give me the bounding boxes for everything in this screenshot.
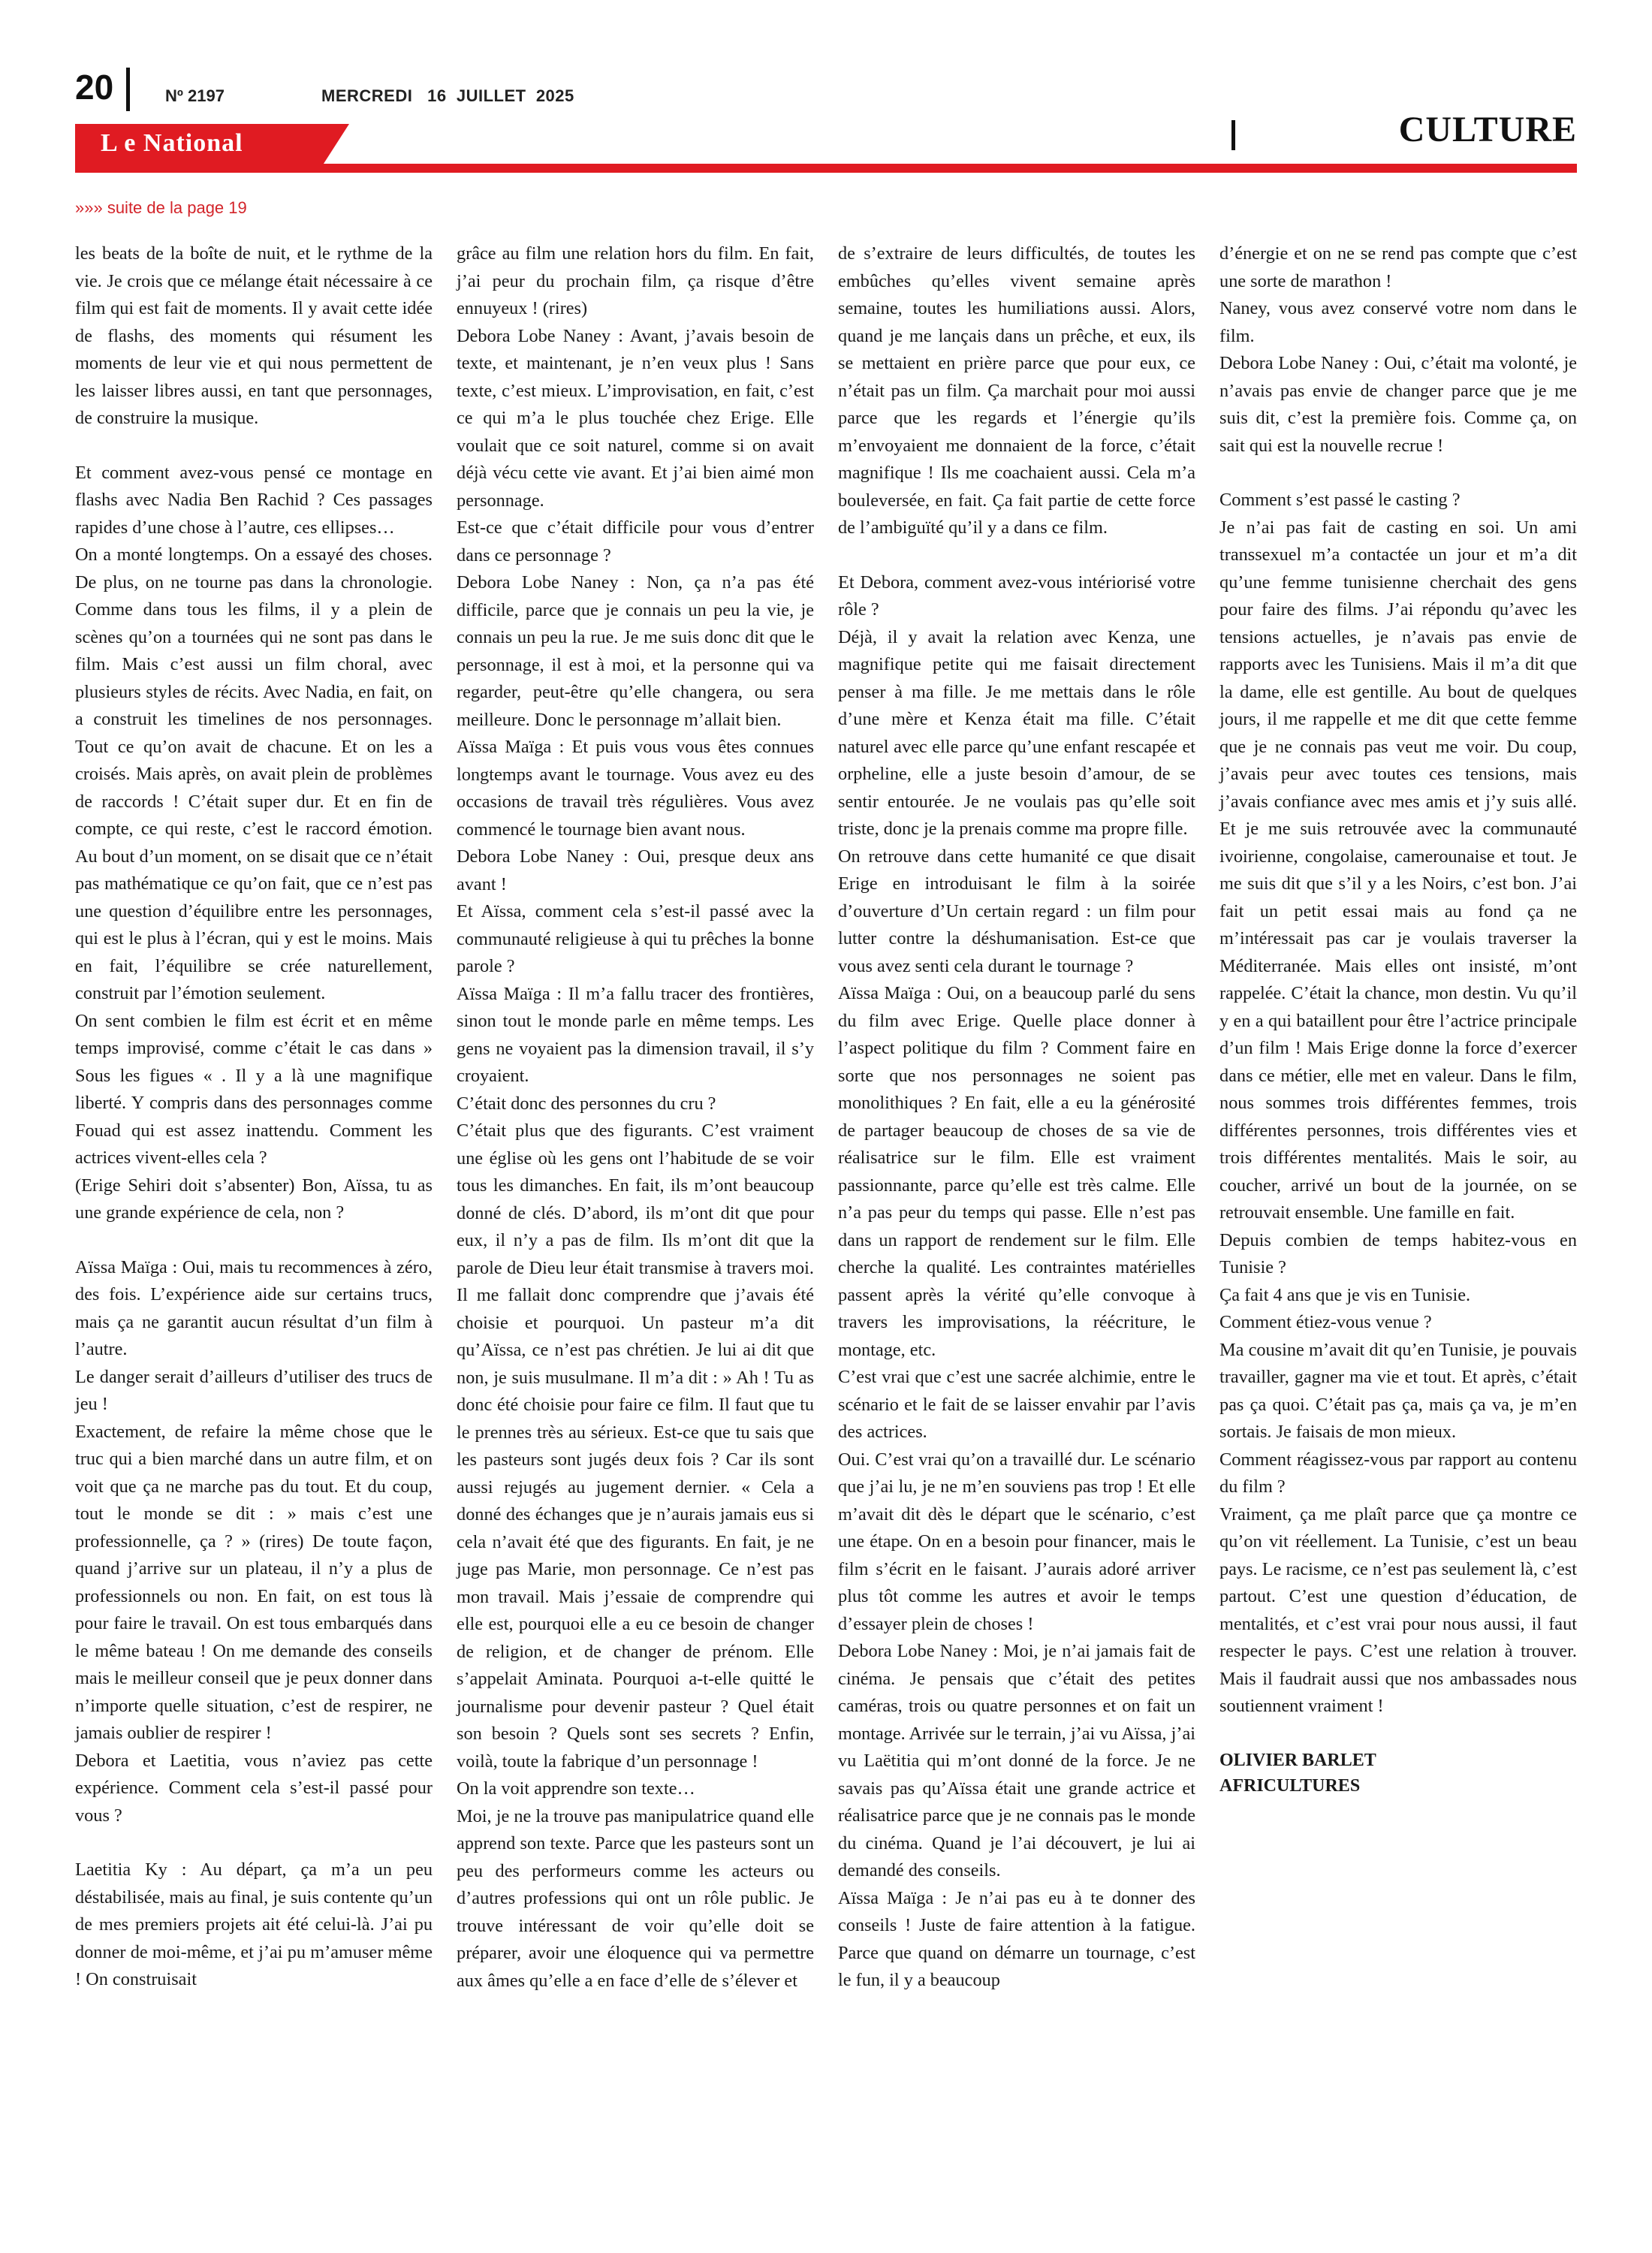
- brand-band: [75, 124, 1577, 175]
- page-number: 20: [75, 68, 114, 107]
- column-3: [838, 240, 1195, 1995]
- paragraph: Laetitia Ky : Au départ, ça m’a un peu déstabilisée, mais au final, je suis contente qu’un de mes premiers projets ait été celui-là. J’ai pu donner de moi-même, et j’ai pu m’amuser même ! On construisait: [75, 1859, 433, 1989]
- page-number-divider: [126, 68, 130, 111]
- article-body: [75, 240, 1577, 2245]
- question: Le danger serait d’ailleurs d’utiliser des trucs de jeu !: [75, 1366, 433, 1414]
- section-title: CULTURE: [1398, 110, 1577, 149]
- author-name: OLIVIER BARLET: [1219, 1750, 1376, 1770]
- paragraph: Ma cousine m’avait dit qu’en Tunisie, je pouvais travailler, gagner ma vie et tout. Et après, c’était pas ça quoi. C’était pas ça, mais ça va, je m’en sortais. Je faisais de mon mieux.: [1219, 1339, 1577, 1442]
- question: Depuis combien de temps habitez-vous en Tunisie ?: [1219, 1229, 1577, 1277]
- paragraph: Aïssa Maïga : Je n’ai pas eu à te donner des conseils ! Juste de faire attention à la fatigue. Parce que quand on démarre un tournage, c’est le fun, il y a beaucoup: [838, 1887, 1195, 1990]
- question: Et comment avez-vous pensé ce montage en flashs avec Nadia Ben Rachid ? Ces passages rapides d’une chose à l’autre, ces ellipses…: [75, 462, 433, 538]
- question: Est-ce que c’était difficile pour vous d’entrer dans ce personnage ?: [457, 517, 814, 566]
- paragraph: Aïssa Maïga : Et puis vous vous êtes connues longtemps avant le tournage. Vous avez eu des occasions de travail très régulières. Vous avez commencé le tournage bien avant nous.: [457, 737, 814, 840]
- question: Debora et Laetitia, vous n’aviez pas cette expérience. Comment cela s’est-il passé pour vous ?: [75, 1750, 433, 1826]
- paragraph: Oui. C’est vrai qu’on a travaillé dur. Le scénario que j’ai lu, je ne m’en souviens pas trop ! Et elle m’avait dit dès le départ que le scénario, c’est une étape. On en a besoin pour financer, mais le film s’écrit en le faisant. J’aurais adoré arriver plus tôt comme les autres et avoir le temps d’essayer plein de choses !: [838, 1449, 1195, 1634]
- column-4: [1219, 240, 1577, 1799]
- question: Et Debora, comment avez-vous intériorisé votre rôle ?: [838, 572, 1195, 620]
- paragraph: Debora Lobe Naney : Avant, j’avais besoin de texte, et maintenant, je n’en veux plus ! Sans texte, c’est mieux. L’improvisation, en fait, c’est ce qui m’a le plus touchée chez Erige. Elle voulait que ce soit naturel, comme si on avait déjà vécu cette vie avant. Et j’ai bien aimé mon personnage.: [457, 325, 814, 511]
- paragraph: Je n’ai pas fait de casting en soi. Un ami transsexuel m’a contactée un jour et m’a dit qu’une femme tunisienne cherchait des gens pour faire des films. J’ai répondu qu’avec les tensions actuelles, je n’avais pas envie de rapports avec les Tunisiens. Mais il m’a dit que la dame, elle est gentille. Au bout de quelques jours, il me rappelle et me dit que cette femme que je ne connais pas veut me voir. Du coup, j’avais peur avec toutes ces tensions, mais j’avais confiance avec mes amis et j’y suis allé. Et je me suis retrouvée avec la communauté ivoirienne, congolaise, camerounaise et tout. Je me suis dit que s’il y a les Noirs, c’est bon. J’ai fait un petit essai mais au fond ça ne m’intéressait pas car je voulais traverser la Méditerranée. Mais elles ont insisté, m’ont rappelée. C’était la chance, mon destin. Vu qu’il y en a qui bataillent pour être l’actrice principale d’un film ! Mais Erige donne la force d’exercer dans ce métier, elle met en valeur. Dans le film, nous sommes trois différentes femmes, trois différentes personnes, trois différentes vies et trois différentes mentalités. Mais le soir, au coucher, arrivé un bout de la journée, on se retrouvait ensemble. Une famille en fait.: [1219, 517, 1577, 1223]
- paragraph: Aïssa Maïga : Oui, on a beaucoup parlé du sens du film avec Erige. Quelle place donner à l’aspect politique du film ? Comment faire en sorte que nos personnages ne soient pas monolithiques ? En fait, elle a eu la générosité de partager beaucoup de choses de sa vie de réalisatrice sur le film. Elle est vraiment passionnante, parce qu’elle est très calme. Elle n’a pas peur du temps qui passe. Elle n’est pas dans un rapport de rendement sur le film. Elle cherche la qualité. Les contraintes matérielles passent après la vérité qu’elle convoque à travers les improvisations, la réécriture, le montage, etc.: [838, 983, 1195, 1360]
- question: Naney, vous avez conservé votre nom dans le film.: [1219, 298, 1577, 346]
- paragraph: Aïssa Maïga : Oui, mais tu recommences à zéro, des fois. L’expérience aide sur certains trucs, mais ça ne garantit aucun résultat d’un film à l’autre.: [75, 1256, 433, 1359]
- column-1: [75, 240, 433, 1994]
- brand-name: L e National: [101, 129, 243, 157]
- byline: [1219, 1748, 1577, 1799]
- paragraph: (Erige Sehiri doit s’absenter) Bon, Aïssa, tu as une grande expérience de cela, non ?: [75, 1175, 433, 1223]
- question: Et Aïssa, comment cela s’est-il passé avec la communauté religieuse à qui tu prêches la bonne parole ?: [457, 901, 814, 976]
- paragraph: Vraiment, ça me plaît parce que ça montre ce qu’on vit réellement. La Tunisie, c’est un beau pays. Le racisme, ce n’est pas seulement là, c’est partout. C’est une question d’éducation, de mentalités, et c’est vrai pour nous aussi, il faut respecter le pays. C’est une relation à trouver. Mais il faudrait aussi que nos ambassades nous soutiennent vraiment !: [1219, 1504, 1577, 1716]
- question: C’était donc des personnes du cru ?: [457, 1093, 716, 1114]
- paragraph: Aïssa Maïga : Il m’a fallu tracer des frontières, sinon tout le monde parle en même temps. Les gens ne voyaient pas la dimension travail, il s’y croyaient.: [457, 983, 814, 1086]
- question: On la voit apprendre son texte…: [457, 1778, 695, 1799]
- question: Comment réagissez-vous par rapport au contenu du film ?: [1219, 1449, 1577, 1497]
- paragraph: Debora Lobe Naney : Oui, c’était ma volonté, je n’avais pas envie de changer parce que je me suis dit, c’est la première fois. Comme ça, on sait qui est la nouvelle recrue !: [1219, 353, 1577, 456]
- question: On retrouve dans cette humanité ce que disait Erige en introduisant le film à la soirée d’ouverture d’Un certain regard : un film pour lutter contre la déshumanisation. Est-ce que vous avez senti cela durant le tournage ?: [838, 846, 1195, 976]
- question: Comment étiez-vous venue ?: [1219, 1312, 1432, 1332]
- paragraph: les beats de la boîte de nuit, et le rythme de la vie. Je crois que ce mélange était nécessaire à ce film qui est fait de moments. Il y avait cette idée de flashs, des moments qui résument les moments de leur vie et qui nous permettent de les laisser libres aussi, en tant que personnages, de construire la musique.: [75, 243, 433, 428]
- paragraph: Déjà, il y avait la relation avec Kenza, une magnifique petite qui me faisait directement penser à ma fille. Je me mettais dans le rôle d’une mère et Kenza était ma fille. C’était naturel avec elle parce qu’une enfant rescapée et orpheline, elle a juste besoin d’amour, de se sentir entourée. Je ne voulais pas qu’elle soit triste, donc je la prenais comme ma propre fille.: [838, 626, 1195, 839]
- paragraph: Debora Lobe Naney : Oui, presque deux ans avant !: [457, 846, 814, 894]
- paragraph: On a monté longtemps. On a essayé des choses. De plus, on ne tourne pas dans la chronologie. Comme dans tous les films, il y a plein de scènes qu’on a tournées qui ne sont pas dans le film. Mais c’est aussi un film choral, avec plusieurs styles de récits. Avec Nadia, en fait, on a construit les timelines de nos personnages. Tout ce qu’on avait de chacune. Et on les a croisés. Mais après, on avait plein de problèmes de raccords ! C’était super dur. Et en fin de compte, ce qui reste, c’est le raccord émotion. Au bout d’un moment, on se disait que ce n’était pas mathématique ce qu’on fait, que ce n’est pas une question d’équilibre entre les personnages, qui est le plus à l’écran, qui y est le moins. Mais en fait, l’équilibre se crée naturellement, construit par l’émotion seulement.: [75, 544, 433, 1003]
- paragraph: Debora Lobe Naney : Moi, je n’ai jamais fait de cinéma. Je pensais que c’était des petites caméras, trois ou quatre personnes et on fait un montage. Arrivée sur le terrain, j’ai vu Aïssa, j’ai vu Laëtitia qui m’ont donné de la force. Je ne savais pas qu’Aïssa était une grande actrice et réalisatrice parce que je ne connais pas le monde du cinéma. Quand je l’ai découvert, je lui ai demandé des conseils.: [838, 1641, 1195, 1881]
- paragraph: Ça fait 4 ans que je vis en Tunisie.: [1219, 1284, 1471, 1305]
- question: On sent combien le film est écrit et en même temps improvisé, comme c’était le cas dans » Sous les figues « . Il y a là une magnifique liberté. Y compris dans des personnages comme Fouad qui est assez inattendu. Comment les actrices vivent-elles cela ?: [75, 1010, 433, 1168]
- paragraph: Exactement, de refaire la même chose que le truc qui a bien marché dans un autre film, et on voit que ça ne marche pas du tout. Et du coup, tout le monde se dit : » mais c’est une professionnelle, ça ? » (rires) De toute façon, quand j’arrive sur un plateau, il n’y a plus de professionnels ou non. En fait, on est tous là pour faire le travail. On est tous embarqués dans le même bateau ! On me demande des conseils mais le meilleur conseil que je peux donner dans n’importe quelle situation, c’est de respirer, ne jamais oublier de respirer !: [75, 1421, 433, 1743]
- paragraph: Debora Lobe Naney : Non, ça n’a pas été difficile, parce que je connais un peu la vie, je connais un peu la rue. Je me suis donc dit que le personnage, il est à moi, et la personne qui va regarder, peut-être qu’elle changera, ou sera meilleure. Donc le personnage m’allait bien.: [457, 572, 814, 730]
- author-outlet: AFRICULTURES: [1219, 1775, 1361, 1796]
- continued-from[interactable]: »»» suite de la page 19: [75, 198, 247, 217]
- brand-rule: [75, 164, 1577, 173]
- paragraph: d’énergie et on ne se rend pas compte que c’est une sorte de marathon !: [1219, 243, 1577, 291]
- question: C’est vrai que c’est une sacrée alchimie, entre le scénario et le fait de se laisser envahir par l’avis des actrices.: [838, 1367, 1195, 1442]
- issue-number: Nº 2197: [165, 86, 225, 105]
- brand-badge-tail: [322, 124, 349, 166]
- question: Comment s’est passé le casting ?: [1219, 490, 1461, 510]
- section-divider: [1231, 120, 1235, 150]
- column-2: [457, 240, 814, 1995]
- paragraph: grâce au film une relation hors du film. En fait, j’ai peur du prochain film, ça risque d’être ennuyeux ! (rires): [457, 243, 814, 318]
- publication-date: MERCREDI 16 JUILLET 2025: [321, 86, 574, 105]
- paragraph: de s’extraire de leurs difficultés, de toutes les embûches qu’elles vivent semaine après semaine, toutes les humiliations aussi. Alors, quand je me lançais dans un prêche, et eux, ils se mettaient en prière parce que pour eux, ce n’était pas un film. Ça marchait pour moi aussi parce que les regards et l’énergie qu’ils m’envoyaient me donnaient de la force, c’était magnifique ! Ils me coachaient aussi. Cela m’a bouleversée, en fait. Ça fait partie de cette force de l’ambiguïté qu’il y a dans ce film.: [838, 243, 1195, 538]
- paragraph: C’était plus que des figurants. C’est vraiment une église où les gens ont l’habitude de se voir tous les dimanches. En fait, ils m’ont beaucoup donné de clés. D’abord, ils m’ont dit que pour eux, il n’y a pas de film. Ils m’ont dit que la parole de Dieu leur était transmise à travers moi. Il me fallait donc comprendre que j’avais été choisie et pourquoi. Un pasteur m’a dit qu’Aïssa, ce n’est pas chrétien. Je lui ai dit que non, je suis musulmane. Il m’a dit : » Ah ! Tu as donc été choisie pour faire ce film. Il faut que tu le prennes très au sérieux. Est-ce que tu sais que les pasteurs sont jugés deux fois ? Car ils sont aussi rejugés au jugement dernier. « Cela a donné des échanges que je n’aurais jamais eus si cela n’avait été que des figurants. En fait, je ne juge pas Marie, mon personnage. Ce n’est pas mon travail. Mais j’essaie de comprendre qui elle est, pourquoi elle a eu ce besoin de changer de religion, et de changer de prénom. Elle s’appelait Aminata. Pourquoi a-t-elle quitté le journalisme pour devenir pasteur ? Quel était son besoin ? Quels sont ses secrets ? Enfin, voilà, toute la fabrique d’un personnage !: [457, 1120, 814, 1772]
- paragraph: Moi, je ne la trouve pas manipulatrice quand elle apprend son texte. Parce que les pasteurs sont un peu des performeurs comme les acteurs ou d’autres professions qui ont un rôle public. Je trouve intéressant de voir qu’elle doit se préparer, avoir une éloquence qui va permettre aux âmes qu’elle a en face d’elle de s’élever et: [457, 1805, 814, 1991]
